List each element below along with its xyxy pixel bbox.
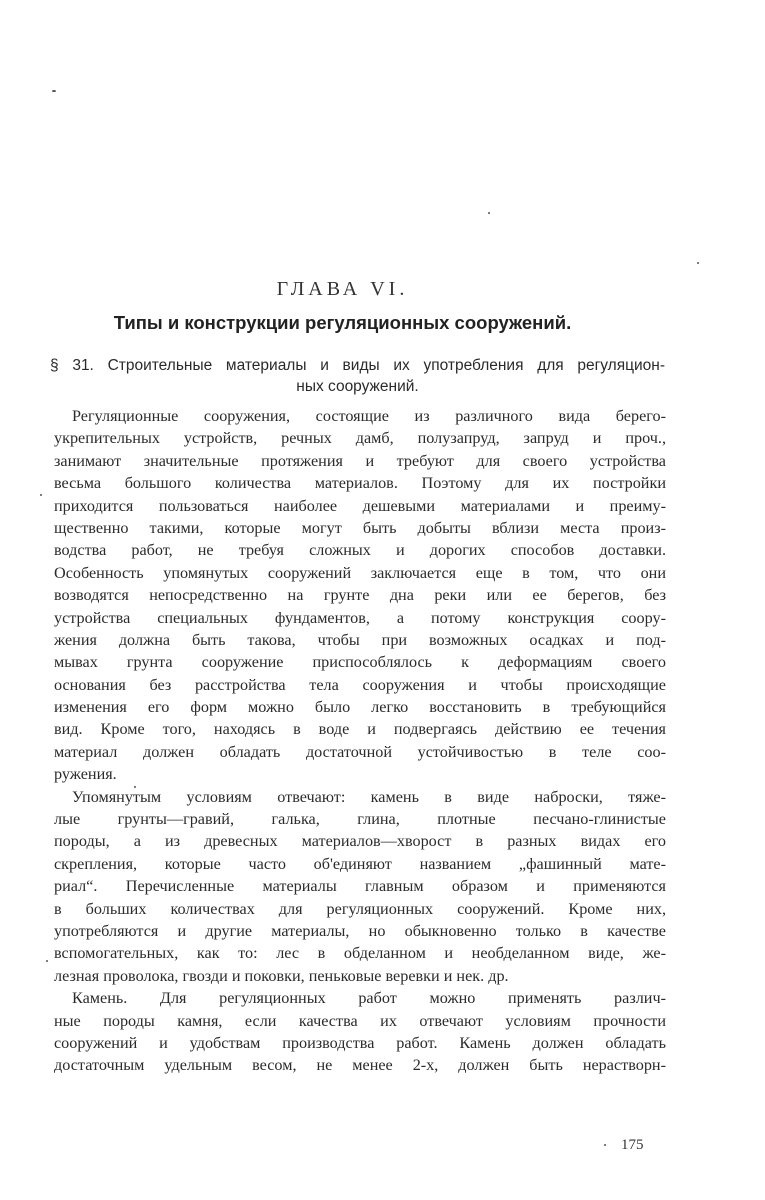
text-line: вид. Кроме того, находясь в воде и подвергаясь действию ее течения — [54, 720, 666, 739]
text-line: Камень. Для регуляционных работ можно применять различ- — [72, 989, 666, 1008]
text-line: основания без расстройства тела сооружения и чтобы происходящие — [54, 675, 666, 694]
text-line: возводятся непосредственно на грунте дна реки или ее берегов, без — [54, 586, 666, 605]
body-text — [54, 405, 666, 1077]
scan-speck — [40, 494, 42, 496]
text-line: ружения. — [54, 765, 117, 784]
text-line: устройства специальных фундаментов, а потому конструкция соору- — [54, 608, 666, 627]
chapter-subtitle: Типы и конструкции регуляционных сооружений. — [113, 312, 572, 333]
chapter-title: ГЛАВА VI. — [276, 278, 409, 300]
section-heading — [50, 355, 665, 397]
text-line: лезная проволока, гвозди и поковки, пеньковые веревки и нек. др. — [54, 966, 509, 985]
scan-speck — [134, 786, 136, 788]
section-heading-line: ных сооружений. — [296, 378, 419, 395]
text-line: риал“. Перечисленные материалы главным образом и применяются — [54, 877, 666, 896]
text-line: занимают значительные протяжения и требуют для своего устройства — [54, 451, 666, 470]
text-line: Регуляционные сооружения, состоящие из различного вида берего- — [72, 407, 666, 425]
scan-speck — [488, 212, 490, 214]
text-line: щественно такими, которые могут быть добыты вблизи места произ- — [54, 518, 666, 537]
scan-speck — [604, 1144, 606, 1146]
text-line: укрепительных устройств, речных дамб, полузапруд, запруд и проч., — [54, 429, 666, 448]
text-line: вспомогательных, как то: лес в обделанном и необделанном виде, же- — [54, 944, 666, 963]
text-line: достаточным удельным весом, не менее 2-х, должен быть нерастворн- — [54, 1056, 666, 1075]
text-line: ные породы камня, если качества их отвечают условиям прочности — [54, 1011, 666, 1030]
text-line: употребляются и другие материалы, но обыкновенно только в качестве — [54, 921, 666, 940]
text-line: жения должна быть такова, чтобы при возможных осадках и под- — [54, 630, 666, 649]
scan-speck — [697, 262, 699, 264]
text-line: породы, а из древесных материалов—хворост в разных видах его — [54, 832, 666, 851]
text-line: скрепления, которые часто об'единяют названием „фашинный мате- — [54, 854, 666, 873]
text-line: изменения его форм можно было легко восстановить в требующийся — [54, 698, 666, 717]
text-line: весьма большого количества материалов. Поэтому для их постройки — [54, 474, 666, 493]
text-line: водства работ, не требуя сложных и дорогих способов доставки. — [54, 541, 666, 560]
text-line: Упомянутым условиям отвечают: камень в виде наброски, тяже- — [72, 787, 666, 806]
text-line: Особенность упомянутых сооружений заключается еще в том, что они — [54, 563, 666, 582]
page-number: 175 — [621, 1137, 644, 1153]
section-heading-line: § 31. Строительные материалы и виды их употребления для регуляцион- — [50, 357, 665, 374]
scan-speck — [46, 960, 48, 962]
scan-speck — [52, 90, 56, 92]
text-line: приходится пользоваться наиболее дешевыми материалами и преиму- — [54, 496, 666, 515]
text-line: в больших количествах для регуляционных сооружений. Кроме них, — [54, 899, 666, 918]
text-line: материал должен обладать достаточной устойчивостью в теле соо- — [54, 742, 666, 761]
text-line: сооружений и удобствам производства работ. Камень должен обладать — [54, 1033, 666, 1052]
text-line: лые грунты—гравий, галька, глина, плотные песчано-глинистые — [54, 810, 666, 829]
text-line: мывах грунта сооружение приспособлялось к деформациям своего — [54, 653, 666, 672]
